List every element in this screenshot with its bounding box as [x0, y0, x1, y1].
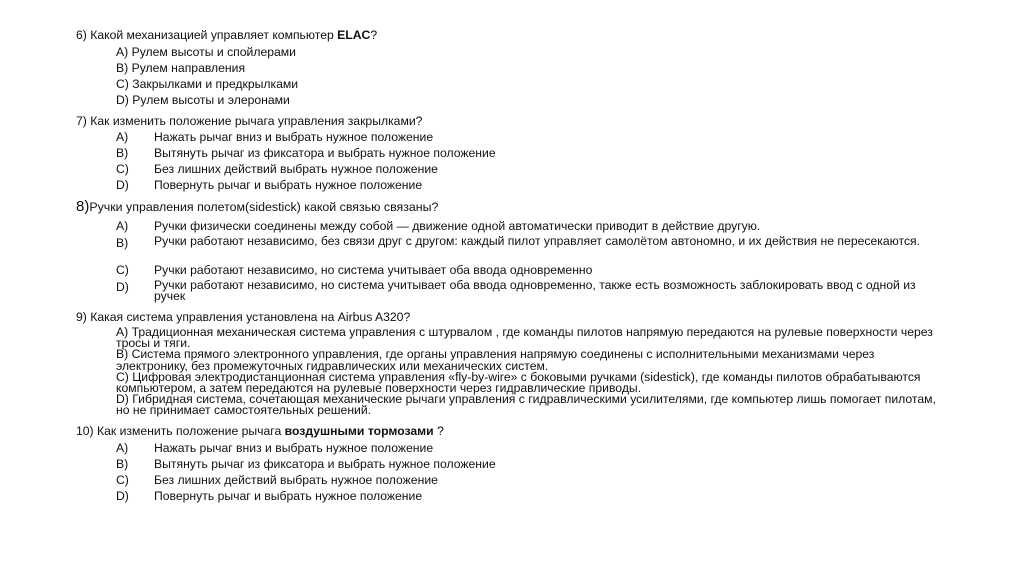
- q8-option-b-text: Ручки работают независимо, без связи друг с другом: каждый пилот управляет самолётом автономно, и их действия не пересекаются.: [154, 234, 921, 248]
- q8-option-c-text: Ручки работают независимо, но система учитывает оба ввода одновременно: [154, 263, 593, 277]
- q6-option-c: C) Закрылками и предкрылками: [116, 77, 299, 91]
- q9-option-c: C) Цифровая электродистанционная система управления «fly-by-wire» с боковыми ручками (sidestick), где команды пилотов обрабатываются компьютером, а затем передаются на рулевые поверхности через гидравлические приводы.: [116, 369, 921, 396]
- q10-option-b-letter: B): [116, 457, 129, 471]
- q8-option-a-letter: A): [116, 219, 129, 233]
- q7-option-b-letter: B): [116, 146, 129, 160]
- question-6: [76, 28, 377, 43]
- q6-option-d: D) Рулем высоты и элеронами: [116, 93, 290, 107]
- q10-option-d-letter: D): [116, 489, 129, 503]
- q7-option-c-text: Без лишних действий выбрать нужное положение: [154, 162, 438, 176]
- q7-option-b-text: Вытянуть рычаг из фиксатора и выбрать нужное положение: [154, 146, 496, 160]
- q8-option-a-text: Ручки физически соединены между собой — движение одной автоматически приводит в действие другую.: [154, 219, 761, 233]
- q7-option-d-text: Повернуть рычаг и выбрать нужное положение: [154, 178, 423, 192]
- q8-option-d-text: Ручки работают независимо, но система учитывает оба ввода одновременно, также есть возможность заблокировать ввод с одной из ручек: [154, 278, 916, 303]
- question-10-prefix: 10) Как изменить положение рычага: [76, 424, 285, 438]
- question-6-bold: ELAC: [337, 28, 371, 42]
- q10-option-a-text: Нажать рычаг вниз и выбрать нужное положение: [154, 441, 434, 455]
- question-7: 7) Как изменить положение рычага управления закрылками?: [76, 114, 423, 128]
- q7-option-a-letter: A): [116, 130, 129, 144]
- question-10-suffix: ?: [433, 424, 444, 438]
- q7-option-c-letter: C): [116, 162, 129, 176]
- q9-option-a: A) Традиционная механическая система управления с штурвалом , где команды пилотов напрямую передаются на рулевые поверхности через тросы и тяги.: [116, 325, 933, 351]
- q7-option-d-letter: D): [116, 178, 129, 192]
- q10-option-d-text: Повернуть рычаг и выбрать нужное положение: [154, 489, 423, 503]
- question-8-number: 8): [76, 198, 90, 215]
- question-6-suffix: ?: [370, 28, 378, 42]
- q10-option-c-text: Без лишних действий выбрать нужное положение: [154, 473, 438, 487]
- q8-option-b-letter: B): [116, 236, 129, 250]
- q8-option-c-letter: C): [116, 263, 129, 277]
- q7-option-a-text: Нажать рычаг вниз и выбрать нужное положение: [154, 130, 434, 144]
- q6-option-b: B) Рулем направления: [116, 61, 246, 75]
- q10-option-b-text: Вытянуть рычаг из фиксатора и выбрать нужное положение: [154, 457, 496, 471]
- q9-option-b: B) Система прямого электронного управления, где органы управления напрямую соединены с исполнительными механизмами через электронику, без промежуточных гидравлических или механических систем.: [116, 347, 875, 373]
- question-6-prefix: 6) Какой механизацией управляет компьютер: [76, 28, 338, 42]
- q10-option-a-letter: A): [116, 441, 129, 455]
- q6-option-a: A) Рулем высоты и спойлерами: [116, 45, 296, 59]
- question-8: [76, 199, 438, 215]
- question-10-bold: воздушными тормозами: [284, 424, 434, 438]
- q9-options: [116, 327, 946, 417]
- question-10: [76, 424, 444, 439]
- question-9: 9) Какая система управления установлена на Airbus A320?: [76, 310, 411, 324]
- question-8-text: Ручки управления полетом(sidestick) какой связью связаны?: [89, 200, 439, 214]
- q9-option-d: D) Гибридная система, сочетающая механические рычаги управления с гидравлическими усилителями, где компьютер лишь помогает пилотам, но не принимает самостоятельных решений.: [116, 392, 936, 418]
- q10-option-c-letter: C): [116, 473, 129, 487]
- q8-option-d-letter: D): [116, 280, 129, 294]
